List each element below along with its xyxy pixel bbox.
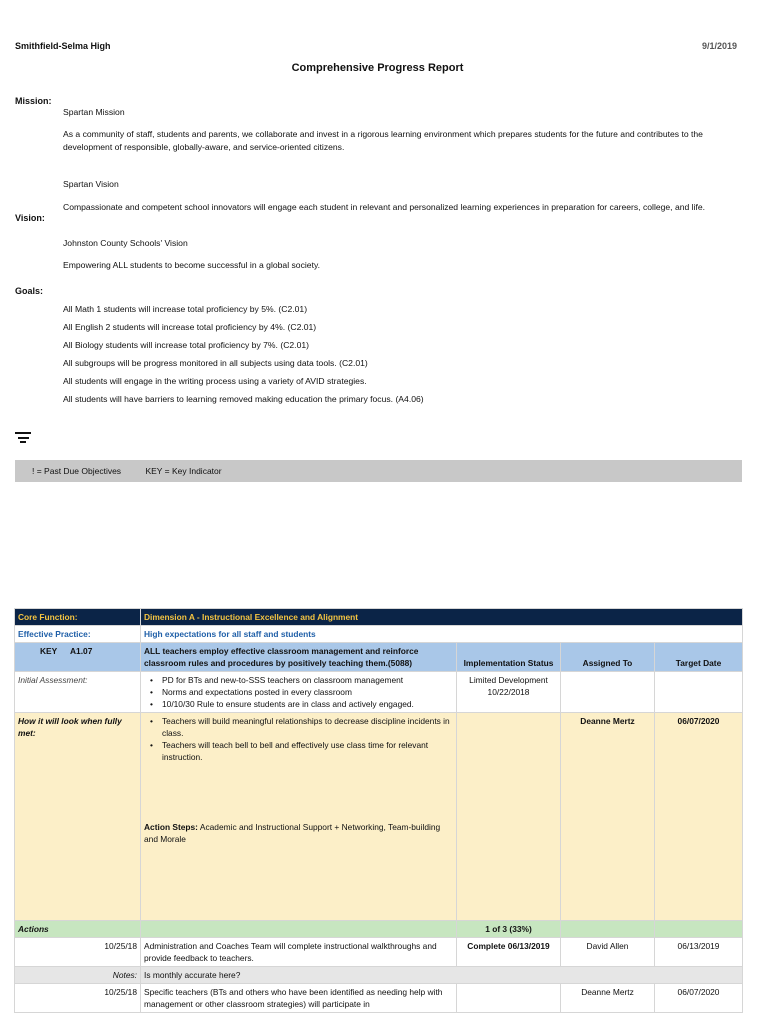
initial-assessment-row (15, 672, 743, 713)
notes-text: Is monthly accurate here? (141, 967, 743, 984)
fully-met-assigned: Deanne Mertz (561, 713, 655, 921)
district-vision-heading: Johnston County Schools' Vision (63, 238, 188, 248)
notes-label: Notes: (15, 967, 141, 984)
actions-target-spacer (655, 921, 743, 938)
core-function-label: Core Function: (15, 609, 141, 626)
goal-item: All Biology students will increase total proficiency by 7%. (C2.01) (63, 340, 309, 350)
key-label: KEY (40, 646, 58, 656)
mission-label: Mission: (15, 96, 52, 106)
report-title: Comprehensive Progress Report (291, 62, 464, 74)
bullet-item: • Norms and expectations posted in every classroom (144, 686, 453, 698)
action-steps (144, 821, 453, 845)
vision-heading: Spartan Vision (63, 179, 119, 189)
action-date: 10/25/18 (15, 984, 141, 1013)
effective-practice-label: Effective Practice: (15, 626, 141, 643)
initial-target (655, 672, 743, 713)
action-text: Administration and Coaches Team will complete instructional walkthroughs and provide feedback to teachers. (141, 938, 457, 967)
action-steps-label: Action Steps: (144, 822, 198, 832)
effective-practice-value: High expectations for all staff and students (141, 626, 743, 643)
fully-met-content (141, 713, 457, 921)
notes-row (15, 967, 743, 984)
action-date: 10/25/18 (15, 938, 141, 967)
fully-met-row (15, 713, 743, 921)
action-assigned: Deanne Mertz (561, 984, 655, 1013)
initial-status (457, 672, 561, 713)
goal-item: All English 2 students will increase total proficiency by 4%. (C2.01) (63, 322, 317, 332)
actions-assigned-spacer (561, 921, 655, 938)
column-header-target: Target Date (655, 643, 743, 672)
vision-label: Vision: (15, 213, 45, 223)
action-steps-text: Academic and Instructional Support + Networking, Team-building and Morale (144, 822, 441, 844)
bullet-item: • Teachers will teach bell to bell and effectively use class time for relevant instruction. (144, 739, 453, 763)
effective-practice-row (15, 626, 743, 643)
indicator-header-row (15, 643, 743, 672)
action-status (457, 984, 561, 1013)
initial-status-date: 10/22/2018 (487, 687, 530, 697)
action-row[interactable] (15, 938, 743, 967)
bullet-item: • 10/10/30 Rule to ensure students are in class and actively engaged. (144, 698, 453, 710)
goal-item: All students will engage in the writing process using a variety of AVID strategies. (63, 376, 367, 386)
fully-met-target: 06/07/2020 (655, 713, 743, 921)
action-assigned: David Allen (561, 938, 655, 967)
fully-met-label: How it will look when fully met: (15, 713, 141, 921)
initial-status-text: Limited Development (469, 675, 548, 685)
filter-icon[interactable] (15, 432, 31, 444)
goals-label: Goals: (15, 286, 44, 296)
legend-key-indicator: KEY = Key Indicator (145, 466, 222, 476)
mission-text: As a community of staff, students and parents, we collaborate and invest in a rigorous learning environment which prepares students for the future and contributes to the development of responsible, globally-aware, and service-oriented citizens. (63, 129, 703, 152)
district-vision-text: Empowering ALL students to become successful in a global society. (63, 260, 320, 270)
fully-met-status (457, 713, 561, 921)
bullet-item: • Teachers will build meaningful relationships to decrease discipline incidents in class. (144, 715, 453, 739)
bullet-item: • PD for BTs and new-to-SSS teachers on classroom management (144, 674, 453, 686)
goal-item: All students will have barriers to learning removed making education the primary focus. (A4.06) (63, 394, 424, 404)
initial-assessment-bullets (141, 672, 457, 713)
actions-header-row (15, 921, 743, 938)
school-name: Smithfield-Selma High (15, 41, 111, 51)
actions-progress: 1 of 3 (33%) (457, 921, 561, 938)
indicator-code: A1.07 (70, 646, 93, 656)
initial-assessment-label: Initial Assessment: (15, 672, 141, 713)
core-function-value: Dimension A - Instructional Excellence and Alignment (141, 609, 743, 626)
initial-assigned (561, 672, 655, 713)
vision-text: Compassionate and competent school innovators will engage each student in relevant and personalized learning experiences in preparation for careers, college, and life. (63, 202, 706, 212)
goal-item: All subgroups will be progress monitored in all subjects using data tools. (C2.01) (63, 358, 368, 368)
report-date: 9/1/2019 (701, 41, 737, 51)
indicator-key-cell (15, 643, 141, 672)
core-function-row (15, 609, 743, 626)
action-target: 06/13/2019 (655, 938, 743, 967)
action-target: 06/07/2020 (655, 984, 743, 1013)
indicator-text: ALL teachers employ effective classroom management and reinforce classroom rules and procedures by positively teaching them.(5088) (141, 643, 457, 672)
action-text: Specific teachers (BTs and others who have been identified as needing help with management or other classroom strategies) will participate in (141, 984, 457, 1013)
indicator-table (14, 608, 743, 1013)
column-header-assigned: Assigned To (561, 643, 655, 672)
action-status: Complete 06/13/2019 (457, 938, 561, 967)
goal-item: All Math 1 students will increase total proficiency by 5%. (C2.01) (63, 304, 308, 314)
mission-heading: Spartan Mission (63, 107, 125, 117)
legend-bar (15, 460, 742, 482)
actions-spacer (141, 921, 457, 938)
actions-label: Actions (15, 921, 141, 938)
column-header-status: Implementation Status (457, 643, 561, 672)
action-row[interactable] (15, 984, 743, 1013)
legend-past-due: ! = Past Due Objectives (32, 466, 122, 476)
